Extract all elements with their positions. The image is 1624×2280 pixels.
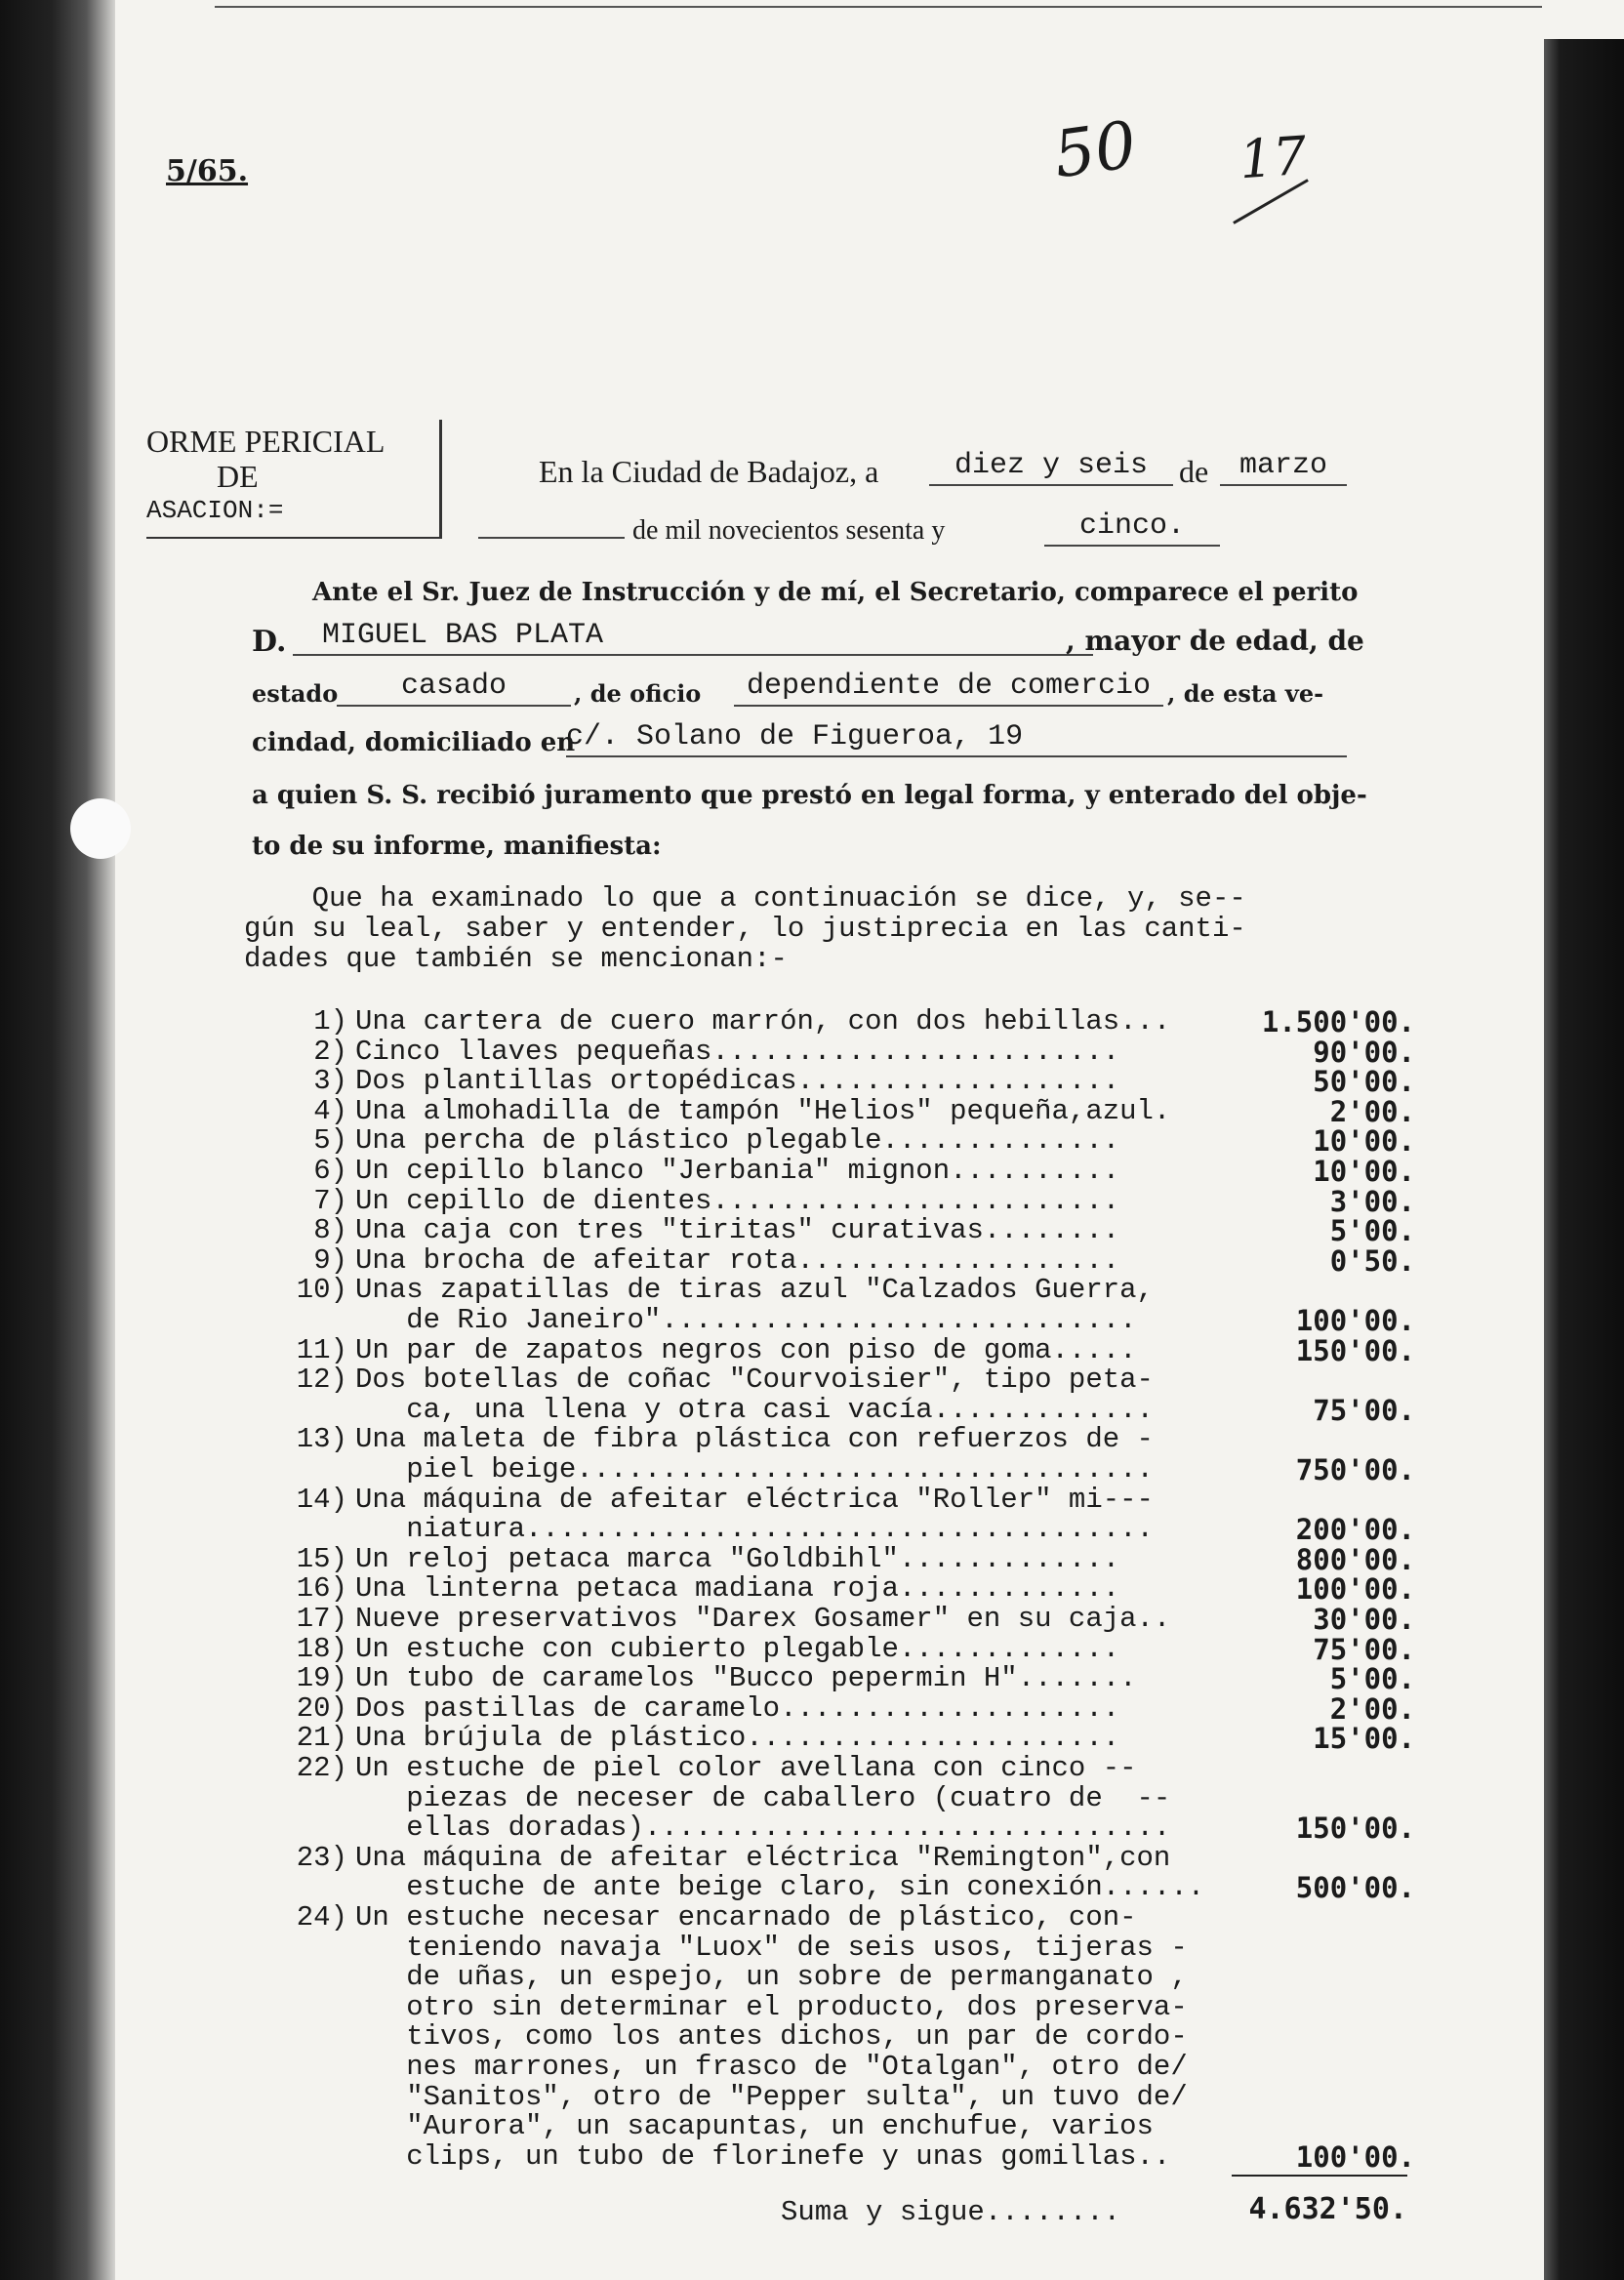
punch-hole [70,798,131,859]
intro-city-prefix: En la Ciudad de Badajoz, a [539,454,879,489]
intro-de: de [1179,454,1209,489]
intro-day: diez y seis [929,449,1173,486]
side-box [146,420,442,539]
total-underline [1232,2175,1407,2177]
item-description-line: Una linterna petaca madiana roja............. [355,1572,1120,1606]
item-amount: 2'00. [1329,1691,1415,1726]
item-row [283,1572,1415,1607]
item-row [283,1722,1415,1756]
item-description-line: Unas zapatillas de tiras azul "Calzados Guerra, [355,1274,1154,1307]
item-description-line: Una cartera de cuero marrón, con dos hebillas... [355,1005,1171,1038]
total-amount: 4.632'50. [1248,2192,1407,2226]
item-number: 2) [313,1035,347,1068]
intro-name: MIGUEL BAS PLATA [293,619,1093,656]
intro-year: cinco. [1044,509,1220,547]
item-amount: 100'00. [1295,2139,1415,2174]
item-row [283,1184,1415,1218]
intro-line7: to de su informe, manifiesta: [252,832,662,861]
item-description-line: otro sin determinar el producto, dos preserva- [355,1990,1188,2023]
side-box-line1: ORME PERICIAL [146,424,386,459]
item-number: 1) [313,1005,347,1038]
item-description-line: ellas doradas)............................... [355,1812,1171,1845]
item-amount: 200'00. [1295,1513,1415,1547]
item-number: 8) [313,1214,347,1247]
item-description-line: Un estuche necesar encarnado de plástico, con- [355,1901,1137,1934]
folio-handwritten-1: 50 [1049,106,1141,193]
item-amount: 2'00. [1329,1094,1415,1128]
item-description-line: Una brújula de plástico...................... [355,1722,1120,1755]
item-description-line: Un tubo de caramelos "Bucco pepermin H"....... [355,1662,1137,1695]
item-row [283,1094,1415,1128]
item-number: 19) [296,1662,347,1695]
item-row [283,1065,1415,1099]
intro-estado: casado [337,670,571,707]
item-description-line: Dos botellas de coñac "Courvoisier", tipo peta- [355,1364,1154,1397]
side-box-line3: ASACION:= [146,496,284,525]
item-number: 3) [313,1065,347,1098]
statement-line: dades que también se mencionan:- [244,943,788,975]
item-number: 5) [313,1124,347,1158]
intro-year-blank [478,537,625,539]
item-row [283,1483,1415,1547]
item-description-line: teniendo navaja "Luox" de seis usos, tijeras - [355,1931,1188,1964]
item-row [283,1214,1415,1248]
intro-line3: Ante el Sr. Juez de Instrucción y de mí, el Secretario, comparece el perito [312,578,1359,607]
item-description-line: Una percha de plástico plegable.............. [355,1124,1120,1158]
item-description-line: Un estuche de piel color avellana con cinco -- [355,1752,1137,1784]
item-description-line: Un reloj petaca marca "Goldbihl"............. [355,1542,1120,1575]
item-number: 15) [296,1542,347,1575]
item-description-line: ca, una llena y otra casi vacía............. [355,1393,1154,1426]
intro-month: marzo [1220,449,1347,486]
item-description-line: Un cepillo blanco "Jerbania" mignon.......... [355,1155,1120,1187]
item-amount: 800'00. [1295,1542,1415,1576]
item-amount: 0'50. [1329,1243,1415,1278]
item-amount: 5'00. [1329,1662,1415,1696]
item-row [283,1124,1415,1159]
item-amount: 750'00. [1295,1452,1415,1486]
intro-domicilio: c/. Solano de Figueroa, 19 [566,720,1347,757]
item-amount: 3'00. [1329,1184,1415,1218]
item-row [283,1901,1415,2174]
right-scan-edge [1544,39,1624,2280]
item-description-line: "Sanitos", otro de "Pepper sulta", un tuvo de/ [355,2080,1188,2113]
item-amount: 15'00. [1313,1722,1415,1756]
item-row [283,1274,1415,1337]
intro-vecindad: , de esta ve- [1167,679,1324,708]
item-number: 18) [296,1632,347,1665]
item-number: 7) [313,1184,347,1217]
item-amount: 150'00. [1295,1333,1415,1367]
item-row [283,1632,1415,1666]
intro-estado-label: estado [252,679,339,708]
item-number: 24) [296,1901,347,1934]
item-description-line: niatura..................................... [355,1513,1154,1546]
item-number: 6) [313,1155,347,1187]
intro-oficio-label: , de oficio [574,679,702,708]
item-amount: 150'00. [1295,1812,1415,1846]
item-number: 21) [296,1722,347,1755]
item-amount: 50'00. [1313,1065,1415,1099]
item-description-line: Una máquina de afeitar eléctrica "Roller" mi--- [355,1483,1154,1516]
item-row [283,1005,1415,1036]
intro-mayor: , mayor de edad, de [1066,625,1364,657]
item-description-line: "Aurora", un sacapuntas, un enchufue, varios [355,2110,1154,2143]
item-number: 12) [296,1364,347,1397]
item-description-line: Una almohadilla de tampón "Helios" pequeña,azul. [355,1094,1171,1127]
side-box-line2: DE [217,459,259,494]
statement-line: gún su leal, saber y entender, lo justiprecia en las canti- [244,913,1246,945]
intro-line6: a quien S. S. recibió juramento que prestó en legal forma, y enterado del obje- [252,781,1367,810]
item-description-line: piel beige.................................. [355,1452,1154,1486]
item-row [283,1752,1415,1846]
items-list [283,1005,1415,2177]
item-number: 16) [296,1572,347,1606]
item-number: 10) [296,1274,347,1307]
item-description-line: Nueve preservativos "Darex Gosamer" en su caja.. [355,1603,1171,1635]
item-amount: 75'00. [1313,1632,1415,1666]
item-description-line: de Rio Janeiro"............................ [355,1303,1137,1336]
item-description-line: Una caja con tres "tiritas" curativas........ [355,1214,1120,1247]
item-number: 23) [296,1841,347,1874]
item-number: 14) [296,1483,347,1516]
item-amount: 100'00. [1295,1572,1415,1607]
intro-oficio: dependiente de comercio [734,670,1163,707]
folio-handwritten-2: 17 [1237,124,1309,191]
item-row [283,1841,1415,1905]
top-rule [215,6,1542,8]
item-number: 11) [296,1333,347,1366]
statement-line: Que ha examinado lo que a continuación se dice, y, se-- [244,882,1246,915]
left-scan-edge [0,0,115,2280]
item-row [283,1603,1415,1636]
item-description-line: de uñas, un espejo, un sobre de permanganato , [355,1961,1188,1994]
item-row [283,1542,1415,1576]
item-description-line: Un cepillo de dientes........................ [355,1184,1120,1217]
item-description-line: estuche de ante beige claro, sin conexión...... [355,1871,1205,1904]
item-row [283,1423,1415,1486]
item-description-line: Una máquina de afeitar eléctrica "Remington",con [355,1841,1171,1874]
item-row [283,1035,1415,1069]
item-amount: 75'00. [1313,1393,1415,1427]
item-description-line: Dos pastillas de caramelo.................... [355,1691,1120,1725]
item-number: 20) [296,1691,347,1725]
item-amount: 1.500'00. [1261,1005,1415,1038]
intro-domicilio-label: cindad, domiciliado en [252,728,576,757]
item-description-line: Una maleta de fibra plástica con refuerzos de - [355,1423,1154,1456]
item-amount: 100'00. [1295,1303,1415,1337]
case-number: 5/65. [166,154,249,188]
item-description-line: Dos plantillas ortopédicas................... [355,1065,1120,1098]
item-amount: 5'00. [1329,1214,1415,1248]
item-description-line: Un par de zapatos negros con piso de goma..... [355,1333,1137,1366]
item-description-line: clips, un tubo de florinefe y unas gomillas.. [355,2139,1171,2173]
item-row [283,1691,1415,1726]
item-amount: 10'00. [1313,1124,1415,1159]
total-label: Suma y sigue........ [781,2196,1121,2228]
item-row [283,1364,1415,1427]
item-description-line: Una brocha de afeitar rota................... [355,1243,1120,1277]
item-number: 22) [296,1752,347,1784]
item-description-line: tivos, como los antes dichos, un par de cordo- [355,2020,1188,2054]
item-number: 9) [313,1243,347,1277]
item-row [283,1243,1415,1278]
item-description-line: nes marrones, un frasco de "Otalgan", otro de/ [355,2051,1188,2083]
item-description-line: Cinco llaves pequeñas........................ [355,1035,1120,1068]
item-description-line: Un estuche con cubierto plegable............. [355,1632,1120,1665]
item-number: 17) [296,1603,347,1635]
item-amount: 90'00. [1313,1035,1415,1069]
item-number: 13) [296,1423,347,1456]
intro-d-label: D. [252,625,287,659]
item-number: 4) [313,1094,347,1127]
item-row [283,1333,1415,1367]
item-description-line: piezas de neceser de caballero (cuatro de -- [355,1781,1171,1814]
intro-year-prefix: de mil novecientos sesenta y [632,515,946,546]
item-row [283,1662,1415,1696]
item-amount: 30'00. [1313,1603,1415,1636]
item-amount: 10'00. [1313,1155,1415,1188]
item-amount: 500'00. [1295,1871,1415,1905]
item-row [283,1155,1415,1188]
